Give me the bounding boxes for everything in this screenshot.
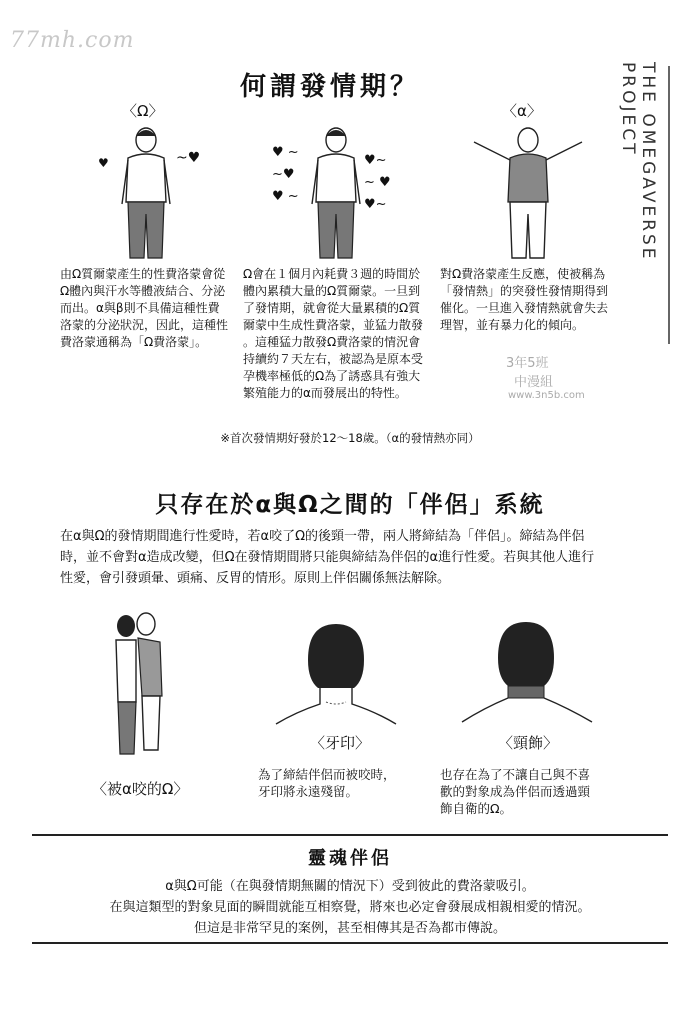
col1-text: 由Ω質爾蒙產生的性費洛蒙會從 Ω體內與汗水等體液結合、分泌 而出。α與β則不具備這種性費 洛蒙的分泌狀況，因此，這種性 費洛蒙通稱為「Ω費洛蒙」。 <box>60 267 229 349</box>
alpha-label: 〈α〉 <box>502 102 542 120</box>
section2-title: 只存在於α與Ω之間的「伴侶」系統 <box>155 492 545 518</box>
collar-text: 也存在為了不讓自己與不喜 歡的對象成為伴侶而透過頸 飾自衛的Ω。 <box>440 767 591 816</box>
bite-text: 為了締結伴侶而被咬時， 牙印將永遠殘留。 <box>258 767 396 799</box>
soulmate-title: 靈魂伴侶 <box>308 848 392 869</box>
wave-icon: ~♥ <box>176 150 201 166</box>
alpha-figure <box>468 124 588 264</box>
heart-icon: ♥ <box>98 156 109 170</box>
col3-text: 對Ω費洛蒙產生反應，使被稱為 「發情熱」的突發性發情期得到 催化。一旦進入發情熱就會失去 理智，並有暴力化的傾向。 <box>440 267 609 332</box>
side-title: THE OMEGAVERSE PROJECT <box>618 62 658 262</box>
col2-text: Ω會在１個月內耗費３週的時間於 體內累積大量的Ω質爾蒙。一旦到 了發情期，就會從大量累積的Ω質 爾蒙中生成性費洛蒙，並猛力散發 。這種猛力散發Ω費洛蒙的情況會 持續約７天左右，被認為是原本受 孕機率極低的Ω為了誘惑具有強大 繁殖能力的α而發展出的特性。 <box>243 267 424 400</box>
soulmate-body: α與Ω可能（在與發情期無關的情況下）受到彼此的費洛蒙吸引。 在與這類型的對象見面的瞬間就能互相察覺，將來也必定會發展成相親相愛的情況。 但這是非常罕見的案例，甚至相傳其是否為都市傳說。 <box>109 879 591 936</box>
hearts-icon-right: ♥~ ~ ♥ ♥~ <box>364 153 391 212</box>
hearts-icon: ♥ ~ ~♥ ♥ ~ <box>272 145 299 204</box>
soulmate-bottom-rule <box>32 942 668 944</box>
watermark: 77mh.com <box>10 28 135 53</box>
section1-title: 何謂發情期？ <box>239 72 420 102</box>
bitten-omega-figure <box>106 612 176 762</box>
collar-label: 〈頸飾〉 <box>498 734 559 752</box>
omega-label: 〈Ω〉 <box>122 102 164 120</box>
bitten-label: 〈被α咬的Ω〉 <box>92 780 189 798</box>
neck-bite-figure <box>276 620 396 730</box>
bite-label: 〈牙印〉 <box>310 734 371 752</box>
omega-figure-1 <box>106 124 186 264</box>
age-note: ※首次發情期好發於12～18歲。（α的發情熱亦同） <box>220 431 480 445</box>
side-rule <box>668 66 670 344</box>
scanlation-logo: 3年5班 中漫組 www.3n5b.com <box>506 356 585 401</box>
soulmate-top-rule <box>32 834 668 836</box>
section2-body: 在α與Ω的發情期間進行性愛時，若α咬了Ω的後頸一帶，兩人將締結為「伴侶」。締結為伴侶 時，並不會對α造成改變，但Ω在發情期間將只能與締結為伴侶的α進行性愛。若與其他人進行 性愛，會引發頭暈、頭痛、反胃的情形。原則上伴侶關係無法解除。 <box>60 529 595 586</box>
collar-figure <box>462 618 592 728</box>
